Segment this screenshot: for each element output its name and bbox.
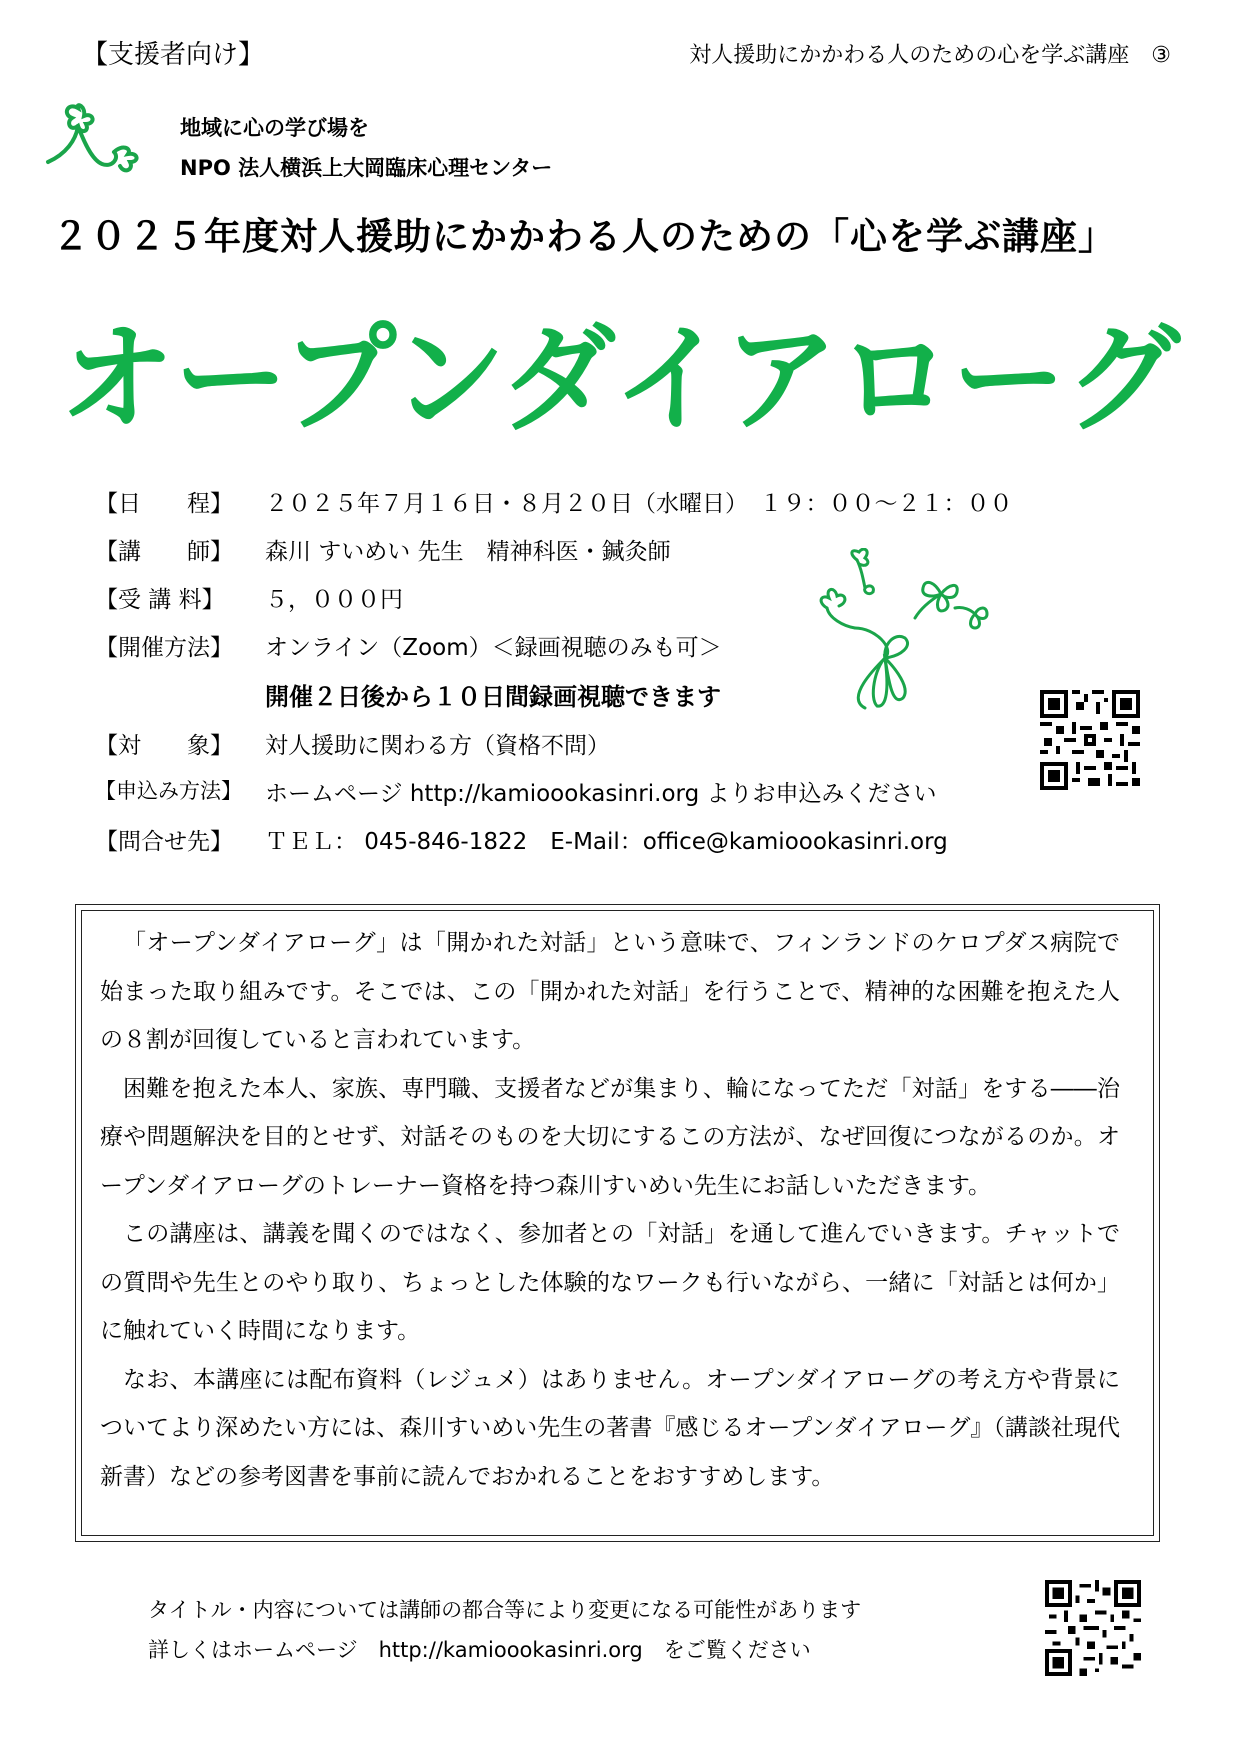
apply-label: 【申込み方法】: [95, 779, 242, 803]
apply-value[interactable]: ホームページ http://kamioookasinri.org よりお申込みください: [265, 781, 937, 807]
lecturer-label: 【講 師】: [95, 539, 233, 565]
description-box: [75, 904, 1160, 1542]
method-note: 開催２日後から１０日間録画視聴できます: [265, 683, 721, 711]
header-audience: 【支援者向け】: [82, 40, 265, 70]
qr-code-icon[interactable]: [1040, 690, 1140, 790]
target-value: 対人援助に関わる方（資格不問）: [265, 733, 610, 759]
description-paragraph: なお、本講座には配布資料（レジュメ）はありません。オープンダイアローグの考え方や背景についてより深めたい方には、森川すいめい先生の著書『感じるオープンダイアローグ』（講談社現代新書）などの参考図書を事前に読んでおかれることをおすすめします。: [100, 1366, 1120, 1490]
method-value: オンライン（Zoom）＜録画視聴のみも可＞: [265, 635, 722, 661]
org-tagline: 地域に心の学び場を: [180, 116, 369, 140]
header-series-number: 対人援助にかかわる人のための心を学ぶ講座 ③: [689, 43, 1171, 68]
contact-value[interactable]: ＴＥＬ： 045-846-1822 E-Mail：office@kamioookasinri.org: [265, 829, 948, 855]
lecturer-value: 森川 すいめい 先生 精神科医・鍼灸師: [265, 539, 671, 565]
method-label: 【開催方法】: [95, 635, 233, 661]
sprouts-icon: [805, 548, 1005, 718]
description-paragraph: この講座は、講義を聞くのではなく、参加者との「対話」を通して進んでいきます。チャットでの質問や先生とのやり取り、ちょっとした体験的なワークも行いながら、一緒に「対話とは何か」に触れていく時間になります。: [100, 1221, 1120, 1344]
description-paragraph: 「オープンダイアローグ」は「開かれた対話」という意味で、フィンランドのケロプダス病院で始まった取り組みです。そこでは、この「開かれた対話」を行うことで、精神的な困難を抱えた人の８割が回復していると言われています。: [100, 930, 1120, 1053]
description-paragraph: 困難を抱えた本人、家族、専門職、支援者などが集まり、輪になってただ「対話」をする――治療や問題解決を目的とせず、対話そのものを大切にするこの方法が、なぜ回復につながるのか。オープンダイアローグのトレーナー資格を持つ森川すいめい先生にお話しいただきます。: [100, 1075, 1120, 1199]
qr-code-icon[interactable]: [1045, 1580, 1141, 1676]
contact-label: 【問合せ先】: [95, 829, 233, 855]
footer-website[interactable]: 詳しくはホームページ http://kamioookasinri.org をご覧ください: [148, 1638, 811, 1662]
fee-value: ５，０００円: [265, 587, 403, 613]
clover-logo-icon: [40, 100, 152, 182]
description-text: [100, 919, 1120, 1501]
fee-label: 【受 講 料】: [95, 587, 225, 613]
target-label: 【対 象】: [95, 733, 233, 759]
schedule-value: ２０２５年７月１６日・８月２０日（水曜日） １９：００～２１：００: [265, 491, 1013, 517]
series-title: ２０２５年度対人援助にかかわる人のための「心を学ぶ講座」: [52, 215, 1116, 258]
org-name: NPO 法人横浜上大岡臨床心理センター: [180, 156, 553, 180]
schedule-label: 【日 程】: [95, 491, 233, 517]
main-title: [55, 280, 1185, 460]
footer-notice: タイトル・内容については講師の都合等により変更になる可能性があります: [148, 1598, 862, 1622]
main-title-text: オープンダイアローグ: [60, 310, 1181, 448]
